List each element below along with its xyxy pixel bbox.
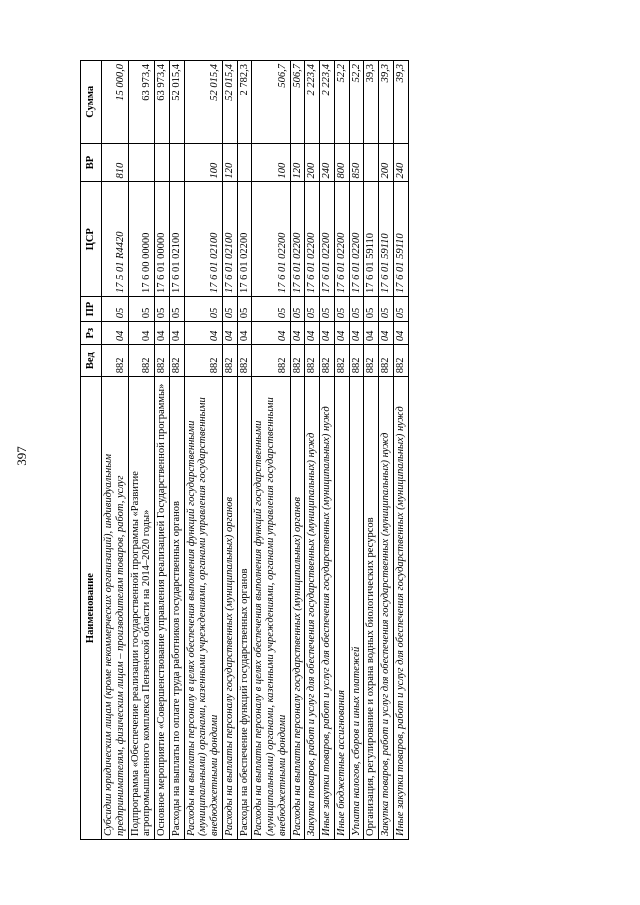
cell-name: Расходы на выплаты персоналу государственных (муниципальных) органов [222, 377, 237, 840]
cell-name: Иные бюджетные ассигнования [334, 377, 349, 840]
cell-sum: 52,2 [334, 61, 349, 144]
cell-rz: 04 [393, 322, 408, 345]
cell-rz: 04 [364, 322, 379, 345]
cell-ved: 882 [128, 345, 155, 377]
cell-rz: 04 [252, 322, 290, 345]
cell-rz: 04 [334, 322, 349, 345]
table-row [334, 61, 349, 840]
cell-rz: 04 [237, 322, 252, 345]
table-row [155, 61, 170, 840]
cell-rz: 04 [102, 322, 129, 345]
cell-ved: 882 [364, 345, 379, 377]
table-row [379, 61, 394, 840]
cell-vr: 800 [334, 143, 349, 182]
cell-csr: 17 6 01 02200 [349, 182, 364, 297]
cell-pr: 05 [320, 297, 335, 322]
table-row [237, 61, 252, 840]
cell-ved: 882 [305, 345, 320, 377]
cell-rz: 04 [222, 322, 237, 345]
header-vr: ВР [81, 143, 102, 182]
cell-sum: 2 223,4 [305, 61, 320, 144]
cell-vr: 850 [349, 143, 364, 182]
cell-rz: 04 [320, 322, 335, 345]
cell-vr [169, 143, 184, 182]
rotated-page-content [80, 60, 409, 840]
cell-sum: 52 015,4 [184, 61, 222, 144]
cell-sum: 63 973,4 [128, 61, 155, 144]
cell-ved: 882 [290, 345, 305, 377]
cell-sum: 52 015,4 [222, 61, 237, 144]
cell-vr: 120 [290, 143, 305, 182]
header-ved: Вед [81, 345, 102, 377]
cell-sum: 63 973,4 [155, 61, 170, 144]
table-header-row [81, 61, 102, 840]
cell-ved: 882 [237, 345, 252, 377]
cell-sum: 15 000,0 [102, 61, 129, 144]
cell-csr: 17 6 01 59110 [379, 182, 394, 297]
cell-ved: 882 [222, 345, 237, 377]
cell-name: Закупка товаров, работ и услуг для обеспечения государственных (муниципальных) нужд [379, 377, 394, 840]
cell-csr: 17 6 01 02200 [334, 182, 349, 297]
table-row [320, 61, 335, 840]
cell-csr: 17 6 01 02200 [290, 182, 305, 297]
cell-rz: 04 [349, 322, 364, 345]
cell-name: Расходы на выплаты персоналу государственных (муниципальных) органов [290, 377, 305, 840]
cell-csr: 17 6 01 02100 [184, 182, 222, 297]
cell-ved: 882 [334, 345, 349, 377]
cell-vr [128, 143, 155, 182]
cell-pr: 05 [364, 297, 379, 322]
table-row [364, 61, 379, 840]
cell-ved: 882 [252, 345, 290, 377]
cell-pr: 05 [252, 297, 290, 322]
cell-pr: 05 [155, 297, 170, 322]
cell-vr [364, 143, 379, 182]
cell-pr: 05 [379, 297, 394, 322]
cell-name: Иные закупки товаров, работ и услуг для обеспечения государственных (муниципальных) нужд [320, 377, 335, 840]
cell-pr: 05 [290, 297, 305, 322]
cell-csr: 17 6 01 02100 [169, 182, 184, 297]
cell-sum: 52 015,4 [169, 61, 184, 144]
header-name: Наименование [81, 377, 102, 840]
cell-ved: 882 [102, 345, 129, 377]
table-row [128, 61, 155, 840]
cell-sum: 39,3 [379, 61, 394, 144]
table-row [305, 61, 320, 840]
cell-sum: 39,3 [393, 61, 408, 144]
table-row [290, 61, 305, 840]
cell-rz: 04 [379, 322, 394, 345]
cell-pr: 05 [393, 297, 408, 322]
cell-sum: 2 782,3 [237, 61, 252, 144]
cell-name: Закупка товаров, работ и услуг для обеспечения государственных (муниципальных) нужд [305, 377, 320, 840]
cell-pr: 05 [305, 297, 320, 322]
cell-name: Организация, регулирование и охрана водных биологических ресурсов [364, 377, 379, 840]
header-rz: Рз [81, 322, 102, 345]
header-csr: ЦСР [81, 182, 102, 297]
table-row [252, 61, 290, 840]
cell-csr: 17 5 01 R4420 [102, 182, 129, 297]
cell-vr: 120 [222, 143, 237, 182]
cell-name: Расходы на выплаты персоналу в целях обеспечения выполнения функций государственными (муниципальными) органами, казенными учреждениями, органами управления государственными внебюджетными фондами [184, 377, 222, 840]
page-number: 397 [13, 446, 29, 466]
table-row [349, 61, 364, 840]
cell-csr: 17 6 01 02200 [252, 182, 290, 297]
cell-csr: 17 6 01 02100 [222, 182, 237, 297]
cell-sum: 506,7 [290, 61, 305, 144]
cell-rz: 04 [184, 322, 222, 345]
cell-vr: 100 [252, 143, 290, 182]
cell-pr: 05 [102, 297, 129, 322]
table-row [102, 61, 129, 840]
cell-vr: 240 [393, 143, 408, 182]
cell-pr: 05 [128, 297, 155, 322]
cell-name: Иные закупки товаров, работ и услуг для обеспечения государственных (муниципальных) нужд [393, 377, 408, 840]
cell-ved: 882 [349, 345, 364, 377]
cell-vr: 200 [305, 143, 320, 182]
cell-sum: 2 223,4 [320, 61, 335, 144]
cell-sum: 52,2 [349, 61, 364, 144]
cell-csr: 17 6 01 02200 [305, 182, 320, 297]
cell-csr: 17 6 01 02200 [320, 182, 335, 297]
table-row [393, 61, 408, 840]
cell-name: Уплата налогов, сборов и иных платежей [349, 377, 364, 840]
cell-csr: 17 6 01 00000 [155, 182, 170, 297]
cell-pr: 05 [169, 297, 184, 322]
table-row [169, 61, 184, 840]
cell-ved: 882 [379, 345, 394, 377]
cell-vr [237, 143, 252, 182]
cell-vr: 810 [102, 143, 129, 182]
table-row [184, 61, 222, 840]
cell-csr: 17 6 01 59110 [393, 182, 408, 297]
rotated-table-container [80, 60, 580, 840]
table-body [102, 61, 409, 840]
header-sum: Сумма [81, 61, 102, 144]
cell-csr: 17 6 00 00000 [128, 182, 155, 297]
cell-pr: 05 [184, 297, 222, 322]
cell-csr: 17 6 01 02200 [237, 182, 252, 297]
cell-ved: 882 [169, 345, 184, 377]
cell-rz: 04 [128, 322, 155, 345]
header-pr: ПР [81, 297, 102, 322]
cell-pr: 05 [349, 297, 364, 322]
budget-table [80, 60, 409, 840]
cell-rz: 04 [169, 322, 184, 345]
cell-ved: 882 [155, 345, 170, 377]
cell-name: Подпрограмма «Обеспечение реализации государственной программы «Развитие агропромышленного комплекса Пензенской области на 2014–2020 годы» [128, 377, 155, 840]
cell-csr: 17 6 01 59110 [364, 182, 379, 297]
cell-name: Расходы на выплаты персоналу в целях обеспечения выполнения функций государственными (муниципальными) органами, казенными учреждениями, органами управления государственными внебюджетными фондами [252, 377, 290, 840]
cell-vr: 200 [379, 143, 394, 182]
table-row [222, 61, 237, 840]
cell-sum: 506,7 [252, 61, 290, 144]
cell-pr: 05 [222, 297, 237, 322]
cell-vr [155, 143, 170, 182]
cell-sum: 39,3 [364, 61, 379, 144]
cell-pr: 05 [334, 297, 349, 322]
cell-pr: 05 [237, 297, 252, 322]
cell-name: Расходы на выплаты по оплате труда работников государственных органов [169, 377, 184, 840]
cell-rz: 04 [290, 322, 305, 345]
cell-name: Расходы на обеспечение функций государственных органов [237, 377, 252, 840]
cell-ved: 882 [393, 345, 408, 377]
cell-rz: 04 [305, 322, 320, 345]
cell-ved: 882 [184, 345, 222, 377]
cell-vr: 240 [320, 143, 335, 182]
cell-name: Субсидии юридическим лицам (кроме некоммерческих организаций), индивидуальным предпринимателям, физическим лицам – производителям товаров, работ, услуг [102, 377, 129, 840]
cell-rz: 04 [155, 322, 170, 345]
cell-name: Основное мероприятие «Совершенствование управления реализацией Государственной программы» [155, 377, 170, 840]
cell-vr: 100 [184, 143, 222, 182]
cell-ved: 882 [320, 345, 335, 377]
